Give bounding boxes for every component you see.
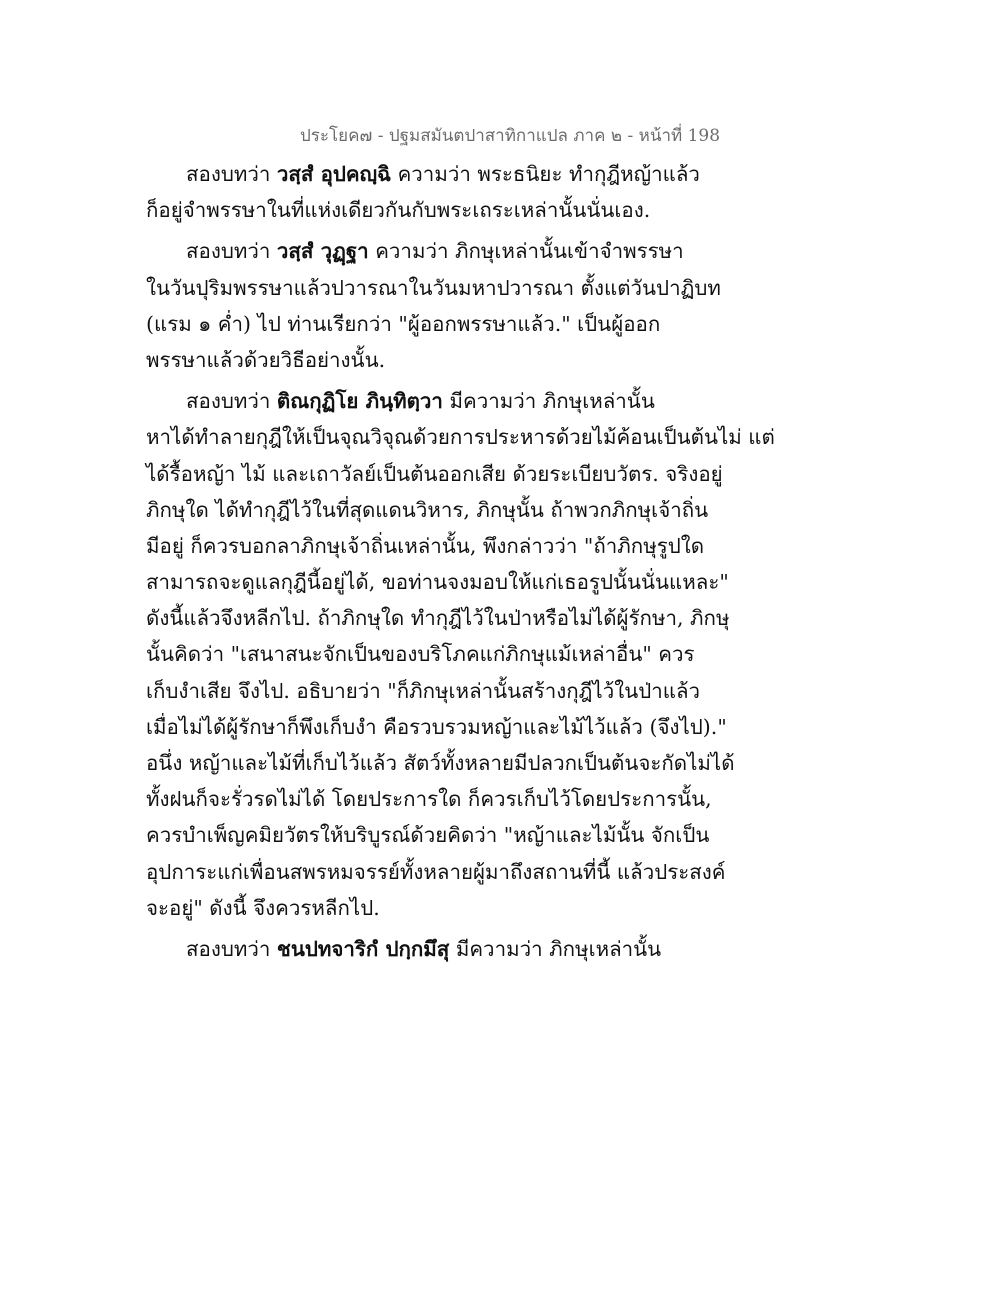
bold-term: วสฺสํ วุฏฺฐา xyxy=(276,239,369,264)
text-run: มีความว่า ภิกษุเหล่านั้น xyxy=(442,389,655,414)
text-line xyxy=(146,673,866,709)
text-line xyxy=(146,306,866,342)
text-run: สองบทว่า xyxy=(186,239,277,264)
text-run: จะอยู่" ดังนี้ จึงควรหลีกไป. xyxy=(146,895,380,920)
text-run: เมื่อไม่ได้ผู้รักษาก็พึงเก็บงำ คือรวบรวมหญ้าและไม้ไว้แล้ว (จึงไป)." xyxy=(146,714,727,739)
text-line xyxy=(146,270,866,306)
text-run: สองบทว่า xyxy=(186,936,277,961)
text-run: สามารถจะดูแลกุฎีนี้อยู่ได้, ขอท่านจงมอบให้แก่เธอรูปนั้นนั่นแหละ" xyxy=(146,570,729,595)
text-line xyxy=(146,709,866,745)
bold-term: ติณกุฏิโย ภินฺทิตฺวา xyxy=(276,389,443,414)
document-body xyxy=(146,156,866,967)
text-run: ความว่า ภิกษุเหล่านั้นเข้าจำพรรษา xyxy=(368,239,684,264)
text-line xyxy=(146,492,866,528)
text-run: ก็อยู่จำพรรษาในที่แห่งเดียวกันกับพระเถระเหล่านั้นนั่นเอง. xyxy=(146,198,651,223)
paragraph xyxy=(146,931,866,967)
paragraph xyxy=(146,383,866,926)
bold-term: ชนปทจาริกํ ปกฺกมึสุ xyxy=(276,936,450,961)
text-run: พรรษาแล้วด้วยวิธีอย่างนั้น. xyxy=(146,347,386,372)
text-run: อนึ่ง หญ้าและไม้ที่เก็บไว้แล้ว สัตว์ทั้งหลายมีปลวกเป็นต้นจะกัดไม่ได้ xyxy=(146,751,735,775)
paragraph xyxy=(146,156,866,228)
text-run: ความว่า พระธนิยะ ทำกุฎีหญ้าแล้ว xyxy=(391,162,700,186)
text-line xyxy=(146,342,866,378)
text-run: มีอยู่ ก็ควรบอกลาภิกษุเจ้าถิ่นเหล่านั้น, พึงกล่าวว่า "ถ้าภิกษุรูปใด xyxy=(146,533,705,558)
text-run: (แรม ๑ ค่ำ) ไป ท่านเรียกว่า "ผู้ออกพรรษาแล้ว." เป็นผู้ออก xyxy=(146,311,661,336)
text-line xyxy=(146,931,866,967)
text-line xyxy=(146,600,866,636)
text-run: ดังนี้แล้วจึงหลีกไป. ถ้าภิกษุใด ทำกุฎีไว้ในป่าหรือไม่ได้ผู้รักษา, ภิกษุ xyxy=(146,606,730,631)
text-run: นั้นคิดว่า "เสนาสนะจักเป็นของบริโภคแก่ภิกษุแม้เหล่าอื่น" ควร xyxy=(146,642,695,667)
text-line xyxy=(146,233,866,269)
text-run: สองบทว่า xyxy=(186,389,277,414)
text-run: มีความว่า ภิกษุเหล่านั้น xyxy=(449,936,662,961)
text-line xyxy=(146,817,866,853)
text-run: ภิกษุใด ได้ทำกุฎีไว้ในที่สุดแดนวิหาร, ภิกษุนั้น ถ้าพวกภิกษุเจ้าถิ่น xyxy=(146,497,709,522)
text-line xyxy=(146,890,866,926)
text-run: ทั้งฝนก็จะรั่วรดไม่ได้ โดยประการใด ก็ควรเก็บไว้โดยประการนั้น, xyxy=(146,787,712,812)
text-run: หาได้ทำลายกุฎีให้เป็นจุณวิจุณด้วยการประหารด้วยไม้ค้อนเป็นต้นไม่ แต่ xyxy=(146,425,775,450)
text-run: อุปการะแก่เพื่อนสพรหมจรรย์ทั้งหลายผู้มาถึงสถานที่นี้ แล้วประสงค์ xyxy=(146,859,726,884)
text-line xyxy=(146,192,866,228)
text-line xyxy=(146,528,866,564)
text-line xyxy=(146,636,866,672)
text-line xyxy=(146,156,866,192)
text-run: สองบทว่า xyxy=(186,162,277,186)
bold-term: วสฺสํ อุปคญฺฉิ xyxy=(276,162,392,186)
text-run: ในวันปุริมพรรษาแล้วปวารณาในวันมหาปวารณา ตั้งแต่วันปาฏิบท xyxy=(146,275,721,300)
text-run: เก็บงำเสีย จึงไป. อธิบายว่า "ก็ภิกษุเหล่านั้นสร้างกุฎีไว้ในป่าแล้ว xyxy=(146,678,701,703)
text-run: ควรบำเพ็ญคมิยวัตรให้บริบูรณ์ด้วยคิดว่า "หญ้าและไม้นั้น จักเป็น xyxy=(146,823,710,848)
text-line xyxy=(146,854,866,890)
text-line xyxy=(146,456,866,492)
text-run: ได้รื้อหญ้า ไม้ และเถาวัลย์เป็นต้นออกเสีย ด้วยระเบียบวัตร. จริงอยู่ xyxy=(146,461,723,486)
text-line xyxy=(146,781,866,817)
page-header: ประโยค๗ - ปฐมสมันตปาสาทิกาแปล ภาค ๒ - หน้าที่ 198 xyxy=(300,126,721,146)
text-line xyxy=(146,745,866,781)
text-line xyxy=(146,564,866,600)
paragraph xyxy=(146,233,866,378)
text-line xyxy=(146,383,866,419)
text-line xyxy=(146,419,866,455)
